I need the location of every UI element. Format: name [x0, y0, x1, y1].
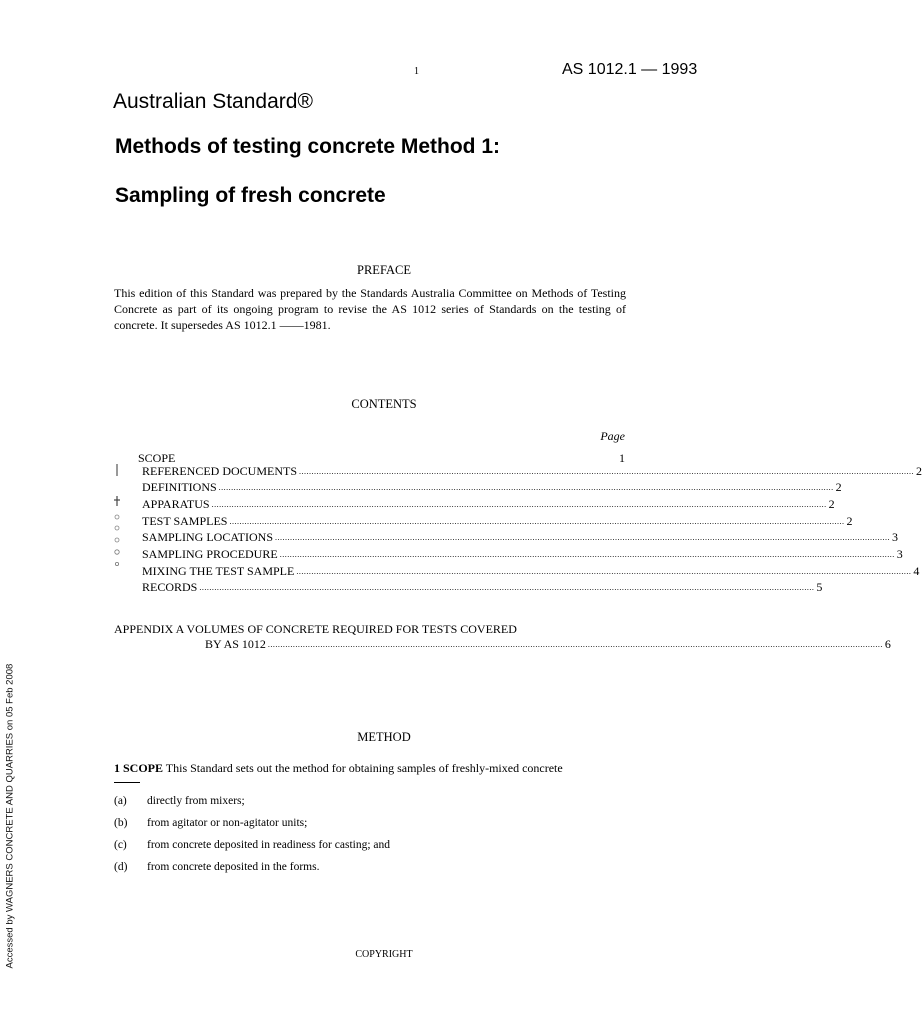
- toc-leader-dots: ......................................................................................................................................................................................................................................................: [211, 500, 827, 509]
- toc-leader-dots: ......................................................................................................................................................................................................................................................: [275, 533, 891, 542]
- toc-row: [142, 579, 823, 595]
- list-item-text: directly from mixers;: [147, 795, 245, 807]
- toc-leader-dots: ......................................................................................................................................................................................................................................................: [267, 640, 883, 649]
- list-item-label: (a): [114, 795, 127, 807]
- scope-label: 1 SCOPE: [114, 761, 164, 775]
- toc-leader-dots: ......................................................................................................................................................................................................................................................: [279, 550, 895, 559]
- toc-entry-title: REFERENCED DOCUMENTS: [142, 464, 298, 478]
- document-code: AS 1012.1 — 1993: [562, 61, 698, 78]
- toc-page-scope: 1: [619, 451, 625, 465]
- list-item-label: (c): [114, 839, 127, 851]
- toc-entry-scope: SCOPE: [138, 451, 176, 465]
- method-heading: METHOD: [357, 730, 411, 744]
- toc-leader-dots: ......................................................................................................................................................................................................................................................: [229, 517, 845, 526]
- page-column-label: Page: [600, 429, 625, 443]
- list-item: [114, 795, 245, 807]
- toc-row: [142, 513, 853, 529]
- scope-rule: [114, 782, 140, 783]
- toc-entry-page: 2: [916, 464, 922, 478]
- stamp-mark: [101, 462, 131, 572]
- toc-leader-dots: ......................................................................................................................................................................................................................................................: [296, 567, 912, 576]
- list-item-text: from concrete deposited in the forms.: [147, 861, 320, 873]
- toc-entry-title: MIXING THE TEST SAMPLE: [142, 564, 295, 578]
- preface-text: This edition of this Standard was prepared by the Standards Australia Committee on Methods of Testing Concrete as part of its ongoing program to revise the AS 1012 series of Standards on the testing of concrete. It supersedes AS 1012.1 ——1981.: [114, 286, 626, 332]
- toc-appendix-title: APPENDIX A VOLUMES OF CONCRETE REQUIRED FOR TESTS COVERED: [114, 622, 517, 636]
- toc-appendix-page: 6: [884, 637, 891, 651]
- toc-appendix-title-cont: BY AS 1012: [205, 637, 266, 651]
- list-item-label: (b): [114, 817, 128, 829]
- document-subtitle: Sampling of fresh concrete: [115, 184, 386, 207]
- scope-paragraph: [114, 760, 626, 776]
- toc-leader-dots: ......................................................................................................................................................................................................................................................: [199, 583, 815, 592]
- copyright-notice: COPYRIGHT: [355, 949, 413, 960]
- toc-entry-page: 3: [892, 530, 899, 544]
- toc-entry-page: 2: [835, 480, 842, 494]
- toc-leader-dots: ......................................................................................................................................................................................................................................................: [299, 467, 915, 476]
- access-watermark: Accessed by WAGNERS CONCRETE AND QUARRIES on 05 Feb 2008: [4, 663, 16, 969]
- scope-text: This Standard sets out the method for obtaining samples of freshly-mixed concrete: [163, 761, 563, 775]
- toc-entry-page: 5: [816, 580, 823, 594]
- toc-row: [142, 529, 899, 545]
- toc-row: [142, 463, 922, 479]
- toc-entry-page: 2: [828, 497, 835, 511]
- list-item: [114, 817, 307, 829]
- standard-brand: Australian Standard®: [113, 90, 313, 113]
- list-item: [114, 839, 390, 851]
- toc-entry-title: SAMPLING PROCEDURE: [142, 547, 278, 561]
- toc-row: [142, 479, 842, 495]
- page-number: 1: [414, 66, 419, 77]
- toc-entry-title: DEFINITIONS: [142, 480, 217, 494]
- toc-entry-title: TEST SAMPLES: [142, 514, 228, 528]
- list-item-label: (d): [114, 861, 128, 873]
- toc-appendix-row: [205, 636, 891, 652]
- toc-entry-page: 3: [896, 547, 903, 561]
- contents-heading: CONTENTS: [351, 397, 417, 411]
- document-title: Methods of testing concrete Method 1:: [115, 135, 501, 158]
- toc-row: [142, 546, 903, 562]
- toc-entry-title: APPARATUS: [142, 497, 210, 511]
- list-item: [114, 861, 319, 873]
- toc-entry-page: 4: [913, 564, 920, 578]
- preface-heading: PREFACE: [357, 263, 411, 277]
- list-item-text: from agitator or non-agitator units;: [147, 817, 308, 829]
- toc-entry-page: 2: [846, 514, 853, 528]
- toc-row: [142, 496, 835, 512]
- list-item-text: from concrete deposited in readiness for casting; and: [147, 839, 391, 851]
- toc-leader-dots: ......................................................................................................................................................................................................................................................: [218, 483, 834, 492]
- toc-entry-title: RECORDS: [142, 580, 198, 594]
- toc-row: [142, 563, 920, 579]
- toc-entry-title: SAMPLING LOCATIONS: [142, 530, 274, 544]
